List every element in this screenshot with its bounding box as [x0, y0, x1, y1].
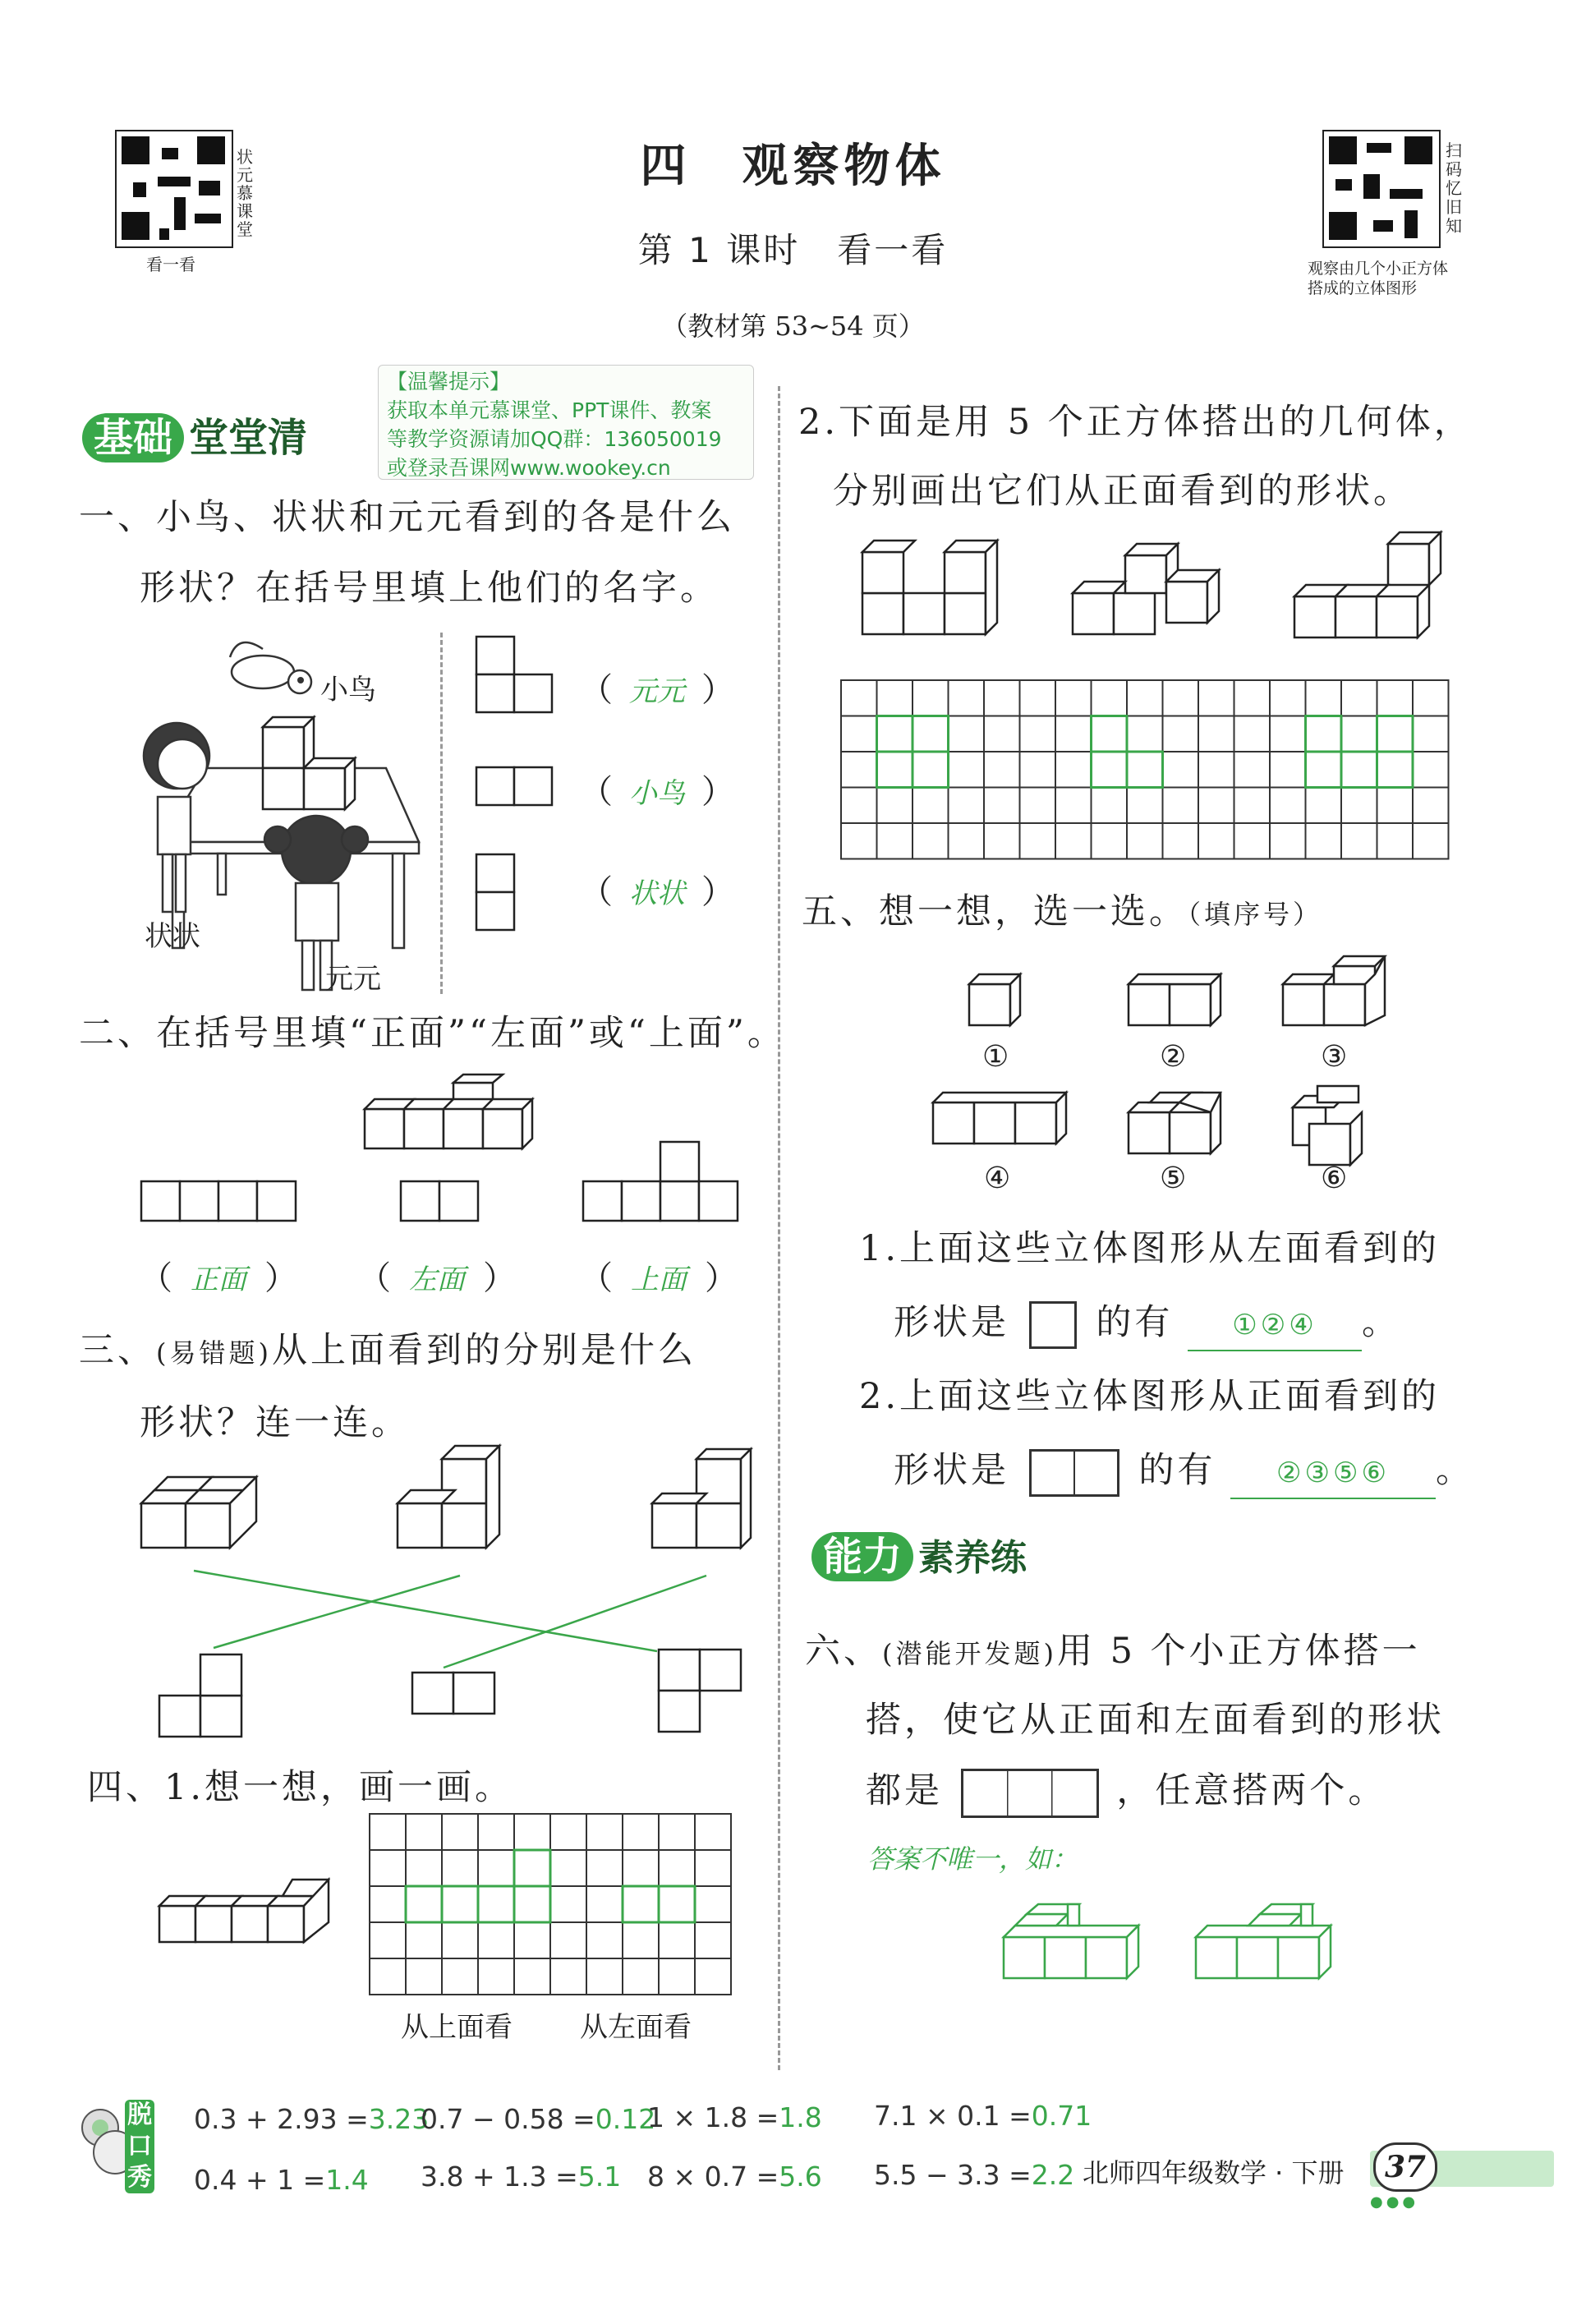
qr-left-side-label: 状元慕课堂 [237, 147, 253, 239]
q5-1-shape-box [1029, 1301, 1077, 1349]
grid-cell[interactable] [442, 1886, 478, 1922]
grid-cell[interactable] [877, 823, 913, 859]
grid-cell[interactable] [370, 1886, 406, 1922]
q5-1-prefix: 形状是 [894, 1302, 1009, 1343]
grid-cell[interactable] [877, 680, 913, 716]
q2-answer-2-paren[interactable]: （ 左面 ） [358, 1259, 516, 1297]
q4-2-solid-2 [1073, 547, 1229, 654]
grid-cell[interactable] [1413, 752, 1449, 788]
q6-shape-box [961, 1769, 1099, 1818]
grid-cell[interactable] [1270, 788, 1306, 824]
grid-cell[interactable] [623, 1814, 659, 1850]
column-divider [778, 386, 780, 2070]
q2-text: 二、在括号里填“正面”“左面”或“上面”。 [79, 1013, 786, 1054]
q3-line-2: 形状？连一连。 [140, 1402, 410, 1443]
q5-2-suffix: 的有 [1138, 1450, 1216, 1491]
grid-cell[interactable] [623, 1886, 659, 1922]
q6-answer-solid-1 [1004, 1904, 1152, 1995]
grid-cell[interactable] [1341, 680, 1377, 716]
grid-cell[interactable] [1198, 823, 1234, 859]
q3-tag: (易错题) [156, 1337, 272, 1369]
grid-cell[interactable] [370, 1814, 406, 1850]
grid-label-left: 从左面看 [580, 2011, 692, 2044]
badge-basic-green: 基础 [82, 413, 184, 462]
footer-book-title: 北师四年级数学 · 下册 [1083, 2157, 1345, 2188]
calc-3-expr: 1 × 1.8 = [647, 2101, 779, 2133]
lesson-title: 第 1 课时 看一看 [637, 230, 949, 270]
grid-cell[interactable] [370, 1850, 406, 1886]
grid-cell[interactable] [1163, 716, 1199, 752]
grid-cell[interactable] [913, 752, 949, 788]
mascot-label: 脱口秀 [125, 2100, 154, 2193]
grid-cell[interactable] [984, 716, 1020, 752]
q3-top-view-1 [159, 1654, 250, 1745]
grid-cell[interactable] [1163, 752, 1199, 788]
q6-answer-note: 答案不唯一，如： [867, 1843, 1078, 1875]
grid-cell[interactable] [1341, 788, 1377, 824]
grid-cell[interactable] [913, 788, 949, 824]
grid-cell[interactable] [841, 752, 877, 788]
grid-cell[interactable] [550, 1922, 586, 1958]
q5-num-2: ② [1160, 1040, 1187, 1074]
q3-top-view-2 [412, 1673, 503, 1722]
grid-cell[interactable] [1306, 823, 1342, 859]
q1-line-2: 形状？在括号里填上他们的名字。 [140, 568, 719, 609]
grid-cell[interactable] [1020, 752, 1056, 788]
grid-cell[interactable] [1020, 716, 1056, 752]
q5-figure-5 [1129, 1089, 1235, 1163]
calc-7-answer: 5.6 [779, 2161, 822, 2193]
calc-7 [647, 2161, 822, 2193]
calc-1-answer: 3.23 [368, 2103, 430, 2135]
tip-line-2: 等教学资源请加QQ群：136050019 [387, 427, 722, 451]
grid-cell[interactable] [586, 1922, 623, 1958]
grid-cell[interactable] [478, 1814, 514, 1850]
label-bird: 小鸟 [320, 674, 376, 706]
grid-cell[interactable] [586, 1958, 623, 1995]
q5-1-suffix: 的有 [1096, 1302, 1174, 1343]
grid-cell[interactable] [370, 1922, 406, 1958]
section-badge-ability [811, 1525, 1027, 1582]
grid-cell[interactable] [1270, 680, 1306, 716]
grid-cell[interactable] [623, 1922, 659, 1958]
q5-2-period: 。 [1436, 1450, 1475, 1491]
q5-figure-3 [1283, 960, 1398, 1033]
q5-2-line-2 [894, 1446, 1474, 1499]
grid-cell[interactable] [841, 716, 877, 752]
q1-answer-2: 小鸟 [629, 777, 685, 810]
grid-cell[interactable] [514, 1814, 550, 1850]
grid-cell[interactable] [1306, 788, 1342, 824]
grid-cell[interactable] [1020, 788, 1056, 824]
grid-cell[interactable] [1198, 680, 1234, 716]
match-line-1 [194, 1571, 657, 1651]
q5-1-line-2 [894, 1298, 1400, 1351]
grid-cell[interactable] [1306, 752, 1342, 788]
grid-cell[interactable] [1341, 823, 1377, 859]
grid-cell[interactable] [1055, 716, 1092, 752]
grid-cell[interactable] [1234, 823, 1271, 859]
q6-line-2: 搭，使它从正面和左面看到的形状 [866, 1700, 1445, 1741]
q5-num-4: ④ [984, 1162, 1011, 1195]
q6-prefix: 六、 [805, 1631, 882, 1672]
grid-cell[interactable] [1270, 823, 1306, 859]
grid-cell[interactable] [478, 1886, 514, 1922]
calc-3 [647, 2101, 822, 2133]
grid-cell[interactable] [1413, 680, 1449, 716]
grid-cell[interactable] [478, 1922, 514, 1958]
calc-4-expr: 7.1 × 0.1 = [874, 2100, 1032, 2132]
grid-cell[interactable] [695, 1886, 731, 1922]
grid-cell[interactable] [514, 1886, 550, 1922]
grid-cell[interactable] [406, 1922, 442, 1958]
q4-2-line-1: 2.下面是用 5 个正方体搭出的几何体， [798, 402, 1473, 443]
q5-num-3: ③ [1321, 1040, 1348, 1074]
q5-num-1: ① [982, 1040, 1009, 1074]
q2-answer-1-paren[interactable]: （ 正面 ） [140, 1259, 297, 1297]
q6-tag: (潜能开发题) [882, 1638, 1057, 1669]
q1-answer-3: 状状 [629, 877, 685, 910]
q6-line-3-prefix: 都是 [866, 1770, 943, 1811]
grid-cell[interactable] [841, 788, 877, 824]
grid-cell[interactable] [913, 716, 949, 752]
match-line-2 [214, 1576, 460, 1648]
q2-answer-3-paren[interactable]: （ 上面 ） [580, 1259, 738, 1297]
grid-cell[interactable] [1341, 716, 1377, 752]
grid-cell[interactable] [1234, 788, 1271, 824]
q3-prefix: 三、 [79, 1330, 156, 1371]
q3-top-view-3 [659, 1650, 749, 1740]
grid-cell[interactable] [1198, 752, 1234, 788]
q5-tag: （填序号） [1188, 899, 1323, 930]
calc-5-answer: 1.4 [325, 2164, 369, 2196]
q4-2-solid-3 [1294, 541, 1450, 656]
qr-right-side-label: 扫码忆旧知 [1446, 140, 1462, 236]
grid-cell[interactable] [1270, 716, 1306, 752]
grid-cell[interactable] [659, 1850, 695, 1886]
grid-cell[interactable] [1092, 788, 1128, 824]
grid-cell[interactable] [877, 716, 913, 752]
q5-title [802, 887, 1322, 939]
grid-cell[interactable] [1020, 823, 1056, 859]
qr-right-caption-1: 观察由几个小正方体 [1308, 260, 1449, 278]
grid-cell[interactable] [1198, 716, 1234, 752]
q4-2-drawing-grid[interactable] [841, 680, 1449, 861]
grid-cell[interactable] [984, 788, 1020, 824]
calc-4 [874, 2100, 1092, 2132]
grid-cell[interactable] [550, 1814, 586, 1850]
q2-answer-1: 正面 [191, 1263, 246, 1296]
footer-dots: ●●● [1370, 2193, 1419, 2211]
grid-cell[interactable] [913, 680, 949, 716]
grid-cell[interactable] [1127, 680, 1163, 716]
grid-cell[interactable] [1055, 823, 1092, 859]
q5-2-prefix: 形状是 [894, 1450, 1009, 1491]
q6-line-3-suffix: ，任意搭两个。 [1116, 1770, 1387, 1811]
grid-cell[interactable] [659, 1814, 695, 1850]
calc-8 [874, 2159, 1074, 2191]
q4-2-solid-1 [862, 552, 1002, 651]
label-yuanyuan: 元元 [325, 963, 381, 996]
grid-cell[interactable] [1377, 788, 1414, 824]
grid-label-top: 从上面看 [401, 2011, 513, 2044]
grid-cell[interactable] [550, 1850, 586, 1886]
badge-basic-dark: 堂堂清 [189, 415, 308, 461]
grid-cell[interactable] [984, 680, 1020, 716]
grid-cell[interactable] [514, 1850, 550, 1886]
grid-cell[interactable] [1092, 716, 1128, 752]
q5-2-shape-box [1029, 1449, 1119, 1497]
grid-cell[interactable] [1377, 680, 1414, 716]
grid-cell[interactable] [1377, 823, 1414, 859]
grid-cell[interactable] [586, 1814, 623, 1850]
grid-cell[interactable] [1127, 823, 1163, 859]
grid-cell[interactable] [478, 1850, 514, 1886]
grid-cell[interactable] [1413, 823, 1449, 859]
grid-cell[interactable] [442, 1850, 478, 1886]
label-zhuangzhuang: 状状 [145, 920, 200, 953]
q2-answer-2: 左面 [409, 1263, 465, 1296]
tip-line-1: 获取本单元慕课堂、PPT课件、教案 [387, 398, 712, 422]
q5-num-6: ⑥ [1321, 1162, 1348, 1195]
grid-cell[interactable] [1377, 752, 1414, 788]
badge-ability-green: 能力 [811, 1532, 913, 1581]
q6-line-1-rest: 用 5 个小正方体搭一 [1056, 1631, 1421, 1672]
q4-2-line-2: 分别画出它们从正面看到的形状。 [833, 471, 1412, 512]
grid-cell[interactable] [1270, 752, 1306, 788]
grid-cell[interactable] [913, 823, 949, 859]
grid-cell[interactable] [623, 1850, 659, 1886]
grid-cell[interactable] [1306, 680, 1342, 716]
grid-cell[interactable] [984, 823, 1020, 859]
page-number: 37 [1373, 2142, 1437, 2192]
grid-cell[interactable] [1163, 788, 1199, 824]
q5-figure-4 [933, 1093, 1073, 1150]
grid-cell[interactable] [1055, 680, 1092, 716]
grid-cell[interactable] [949, 716, 985, 752]
q2-answer-3: 上面 [631, 1263, 687, 1296]
grid-cell[interactable] [1234, 716, 1271, 752]
calc-4-answer: 0.71 [1031, 2100, 1092, 2132]
grid-cell[interactable] [586, 1886, 623, 1922]
badge-ability-dark: 素养练 [918, 1537, 1027, 1579]
grid-cell[interactable] [841, 680, 877, 716]
calc-7-expr: 8 × 0.7 = [647, 2161, 779, 2193]
grid-cell[interactable] [442, 1814, 478, 1850]
q4-1-text: 四、1.想一想，画一画。 [87, 1767, 514, 1808]
grid-cell[interactable] [695, 1814, 731, 1850]
calc-5-expr: 0.4 + 1 = [194, 2164, 326, 2196]
calc-6 [421, 2161, 621, 2193]
grid-cell[interactable] [1377, 716, 1414, 752]
grid-cell[interactable] [1198, 788, 1234, 824]
unit-title: 四 观察物体 [640, 140, 946, 193]
grid-cell[interactable] [406, 1886, 442, 1922]
grid-cell[interactable] [1413, 716, 1449, 752]
q3-line-1-rest: 从上面看到的分别是什么 [271, 1330, 696, 1371]
grid-cell[interactable] [370, 1958, 406, 1995]
grid-cell[interactable] [1413, 788, 1449, 824]
grid-cell[interactable] [877, 788, 913, 824]
q6-line-3 [866, 1766, 1386, 1818]
q1-answer-1: 元元 [629, 675, 685, 708]
grid-cell[interactable] [1055, 752, 1092, 788]
grid-cell[interactable] [1127, 716, 1163, 752]
grid-cell[interactable] [695, 1958, 731, 1995]
grid-cell[interactable] [1306, 716, 1342, 752]
grid-cell[interactable] [659, 1886, 695, 1922]
calc-6-expr: 3.8 + 1.3 = [421, 2161, 578, 2193]
grid-cell[interactable] [1234, 752, 1271, 788]
q5-1-answer: ①②④ [1232, 1309, 1317, 1341]
grid-cell[interactable] [550, 1886, 586, 1922]
grid-cell[interactable] [949, 680, 985, 716]
q5-num-5: ⑤ [1160, 1162, 1187, 1195]
calc-1 [194, 2103, 429, 2135]
grid-cell[interactable] [478, 1958, 514, 1995]
q1-answer-2-paren[interactable]: （ 小鸟 ） [580, 773, 734, 811]
grid-cell[interactable] [586, 1850, 623, 1886]
grid-cell[interactable] [1092, 680, 1128, 716]
calc-2-expr: 0.7 − 0.58 = [421, 2103, 595, 2135]
calc-6-answer: 5.1 [577, 2161, 622, 2193]
grid-cell[interactable] [1092, 752, 1128, 788]
q5-1-period: 。 [1362, 1302, 1401, 1343]
grid-cell[interactable] [949, 788, 985, 824]
qr-left-caption: 看一看 [146, 255, 195, 274]
grid-cell[interactable] [659, 1922, 695, 1958]
tip-line-3[interactable]: 或登录吾课网www.wookey.cn [387, 456, 671, 480]
grid-cell[interactable] [1020, 680, 1056, 716]
grid-cell[interactable] [984, 752, 1020, 788]
calc-2 [421, 2103, 655, 2135]
grid-cell[interactable] [623, 1958, 659, 1995]
q1-answer-3-paren[interactable]: （ 状状 ） [580, 873, 734, 911]
grid-cell[interactable] [406, 1814, 442, 1850]
q5-figure-1 [969, 974, 1035, 1032]
grid-cell[interactable] [1234, 680, 1271, 716]
grid-cell[interactable] [1341, 752, 1377, 788]
calc-2-answer: 0.12 [595, 2103, 656, 2135]
calc-5 [194, 2164, 369, 2196]
grid-cell[interactable] [695, 1922, 731, 1958]
qr-right-caption-2: 搭成的立体图形 [1308, 279, 1418, 297]
q5-figure-6 [1293, 1086, 1383, 1168]
grid-cell[interactable] [442, 1958, 478, 1995]
q5-2-answer: ②③⑤⑥ [1276, 1457, 1390, 1489]
grid-cell[interactable] [1163, 680, 1199, 716]
q5-1-line-1: 1.上面这些立体图形从左面看到的 [859, 1228, 1441, 1269]
grid-cell[interactable] [550, 1958, 586, 1995]
grid-cell[interactable] [406, 1958, 442, 1995]
calc-8-expr: 5.5 − 3.3 = [874, 2159, 1032, 2191]
grid-cell[interactable] [1127, 788, 1163, 824]
grid-cell[interactable] [514, 1958, 550, 1995]
grid-cell[interactable] [877, 752, 913, 788]
q5-2-line-1: 2.上面这些立体图形从正面看到的 [859, 1376, 1441, 1417]
q5-1-answer-blank[interactable] [1188, 1298, 1362, 1351]
grid-cell[interactable] [695, 1850, 731, 1886]
calc-1-expr: 0.3 + 2.93 = [194, 2103, 369, 2135]
grid-cell[interactable] [841, 823, 877, 859]
grid-cell[interactable] [949, 752, 985, 788]
grid-cell[interactable] [1127, 752, 1163, 788]
q6-line-1 [805, 1627, 1421, 1678]
grid-cell[interactable] [659, 1958, 695, 1995]
grid-cell[interactable] [1092, 823, 1128, 859]
grid-cell[interactable] [514, 1922, 550, 1958]
tip-title: 【温馨提示】 [387, 370, 511, 393]
q5-title-text: 五、想一想，选一选。 [802, 891, 1188, 932]
calc-3-answer: 1.8 [779, 2101, 822, 2133]
grid-cell[interactable] [1055, 788, 1092, 824]
q1-line-1: 一、小鸟、状状和元元看到的各是什么 [79, 497, 735, 538]
q6-answer-solid-2 [1196, 1904, 1344, 1995]
grid-cell[interactable] [949, 823, 985, 859]
q4-1-solid [159, 1876, 340, 1955]
grid-cell[interactable] [406, 1850, 442, 1886]
calc-8-answer: 2.2 [1031, 2159, 1075, 2191]
textbook-reference: （教材第 53~54 页） [661, 311, 925, 342]
q5-2-answer-blank[interactable] [1230, 1446, 1436, 1499]
q5-figure-2 [1129, 974, 1235, 1032]
grid-cell[interactable] [442, 1922, 478, 1958]
grid-cell[interactable] [1163, 823, 1199, 859]
q1-answer-1-paren[interactable]: （ 元元 ） [580, 671, 734, 709]
